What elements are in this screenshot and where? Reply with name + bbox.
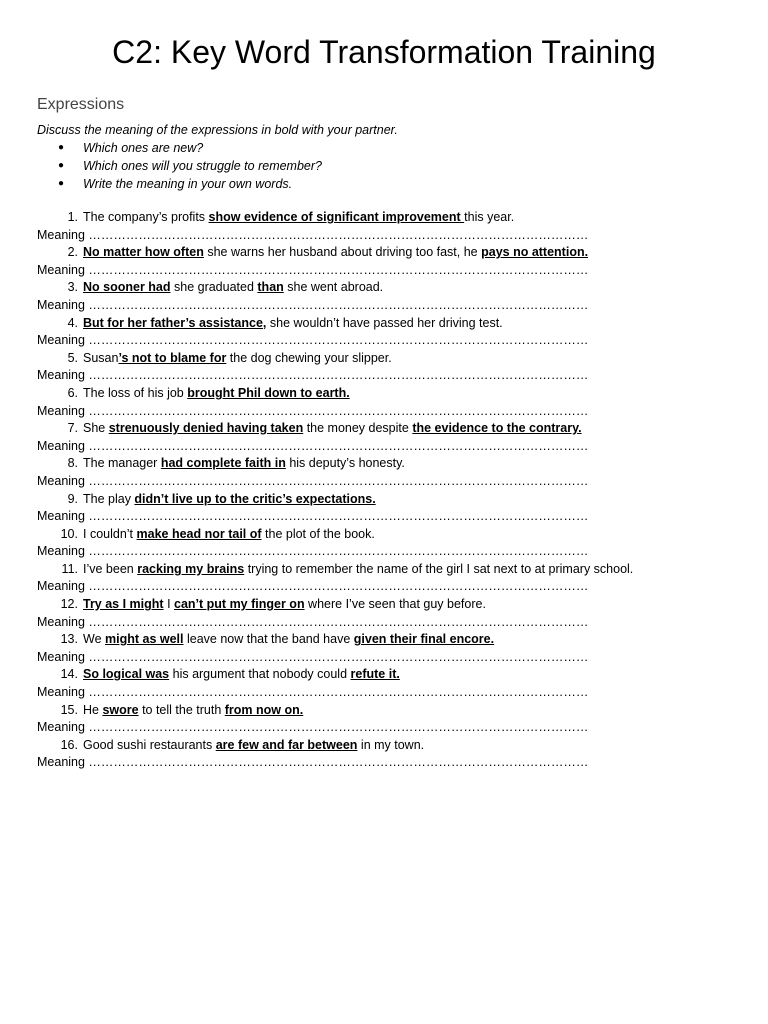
meaning-line: Meaning …………………………………………………………………………………………………………: [37, 579, 589, 594]
discussion-question: [58, 157, 322, 175]
exercise-sentence: [37, 315, 737, 333]
sentence-text: We: [83, 632, 105, 647]
item-number: 12.: [60, 597, 78, 612]
key-expression: the evidence to the contrary.: [412, 421, 582, 436]
instructions: Discuss the meaning of the expressions in bold with your partner.: [37, 123, 398, 137]
item-number: 6.: [67, 385, 78, 400]
item-number: 7.: [67, 421, 78, 436]
meaning-line: Meaning …………………………………………………………………………………………………………: [37, 227, 589, 242]
meaning-line: Meaning …………………………………………………………………………………………………………: [37, 685, 589, 700]
exercise-item: [37, 631, 737, 666]
exercise-sentence: [37, 596, 737, 614]
sentence-text: He: [83, 702, 103, 717]
item-number: 15.: [60, 702, 78, 717]
sentence-text: leave now that the band have: [183, 632, 354, 647]
sentence-text: where I’ve seen that guy before.: [304, 597, 486, 612]
sentence-text: The company’s profits: [83, 210, 209, 224]
exercise-item: [37, 737, 737, 772]
sentence-text: Susan: [83, 350, 119, 365]
key-expression: No sooner had: [83, 280, 171, 295]
exercise-item: [37, 491, 737, 526]
key-expression: brought Phil down to earth.: [187, 385, 350, 400]
sentence-text: in my town.: [357, 737, 425, 752]
sentence-text: Good sushi restaurants: [83, 737, 216, 752]
bullet-icon: ●: [58, 178, 65, 189]
exercise-item: [37, 315, 737, 350]
key-expression: strenuously denied having taken: [108, 421, 304, 436]
sentence-text: trying to remember the name of the girl I sat next to at primary school.: [244, 561, 634, 576]
discussion-question: [58, 175, 322, 193]
meaning-line: Meaning …………………………………………………………………………………………………………: [37, 720, 589, 735]
sentence-text: she wouldn’t have passed her driving test.: [266, 315, 503, 330]
sentence-text: The play: [83, 491, 135, 506]
sentence-text: she graduated: [170, 280, 258, 295]
exercise-sentence: [37, 526, 737, 544]
meaning-line: Meaning …………………………………………………………………………………………………………: [37, 649, 589, 664]
key-expression: show evidence of significant improvement: [208, 210, 465, 224]
exercise-sentence: [37, 491, 737, 509]
meaning-line: Meaning …………………………………………………………………………………………………………: [37, 262, 589, 277]
sentence-text: the money despite: [303, 421, 413, 436]
exercise-item: [37, 244, 737, 279]
exercise-sentence: [37, 702, 737, 720]
meaning-line: Meaning …………………………………………………………………………………………………………: [37, 333, 589, 348]
exercise-sentence: [37, 666, 737, 684]
key-expression: didn’t live up to the critic’s expectations.: [134, 491, 376, 506]
exercise-item: [37, 385, 737, 420]
key-expression: from now on.: [224, 702, 304, 717]
exercise-item: [37, 279, 737, 314]
meaning-line: Meaning …………………………………………………………………………………………………………: [37, 473, 589, 488]
sentence-text: The loss of his job: [83, 385, 188, 400]
item-number: 8.: [67, 456, 78, 471]
meaning-line: Meaning …………………………………………………………………………………………………………: [37, 755, 589, 770]
exercise-sentence: [37, 561, 737, 579]
key-expression: had complete faith in: [160, 456, 286, 471]
exercise-item: [37, 420, 737, 455]
key-expression: are few and far between: [215, 737, 358, 752]
key-expression: No matter how often: [83, 245, 204, 260]
meaning-line: Meaning …………………………………………………………………………………………………………: [37, 614, 589, 629]
key-expression: can’t put my finger on: [174, 597, 305, 612]
item-number: 1.: [67, 210, 78, 224]
item-number: 2.: [67, 245, 78, 260]
exercise-sentence: [37, 420, 737, 438]
exercise-sentence: [37, 244, 737, 262]
sentence-text: she went abroad.: [283, 280, 384, 295]
item-number: 9.: [67, 491, 78, 506]
meaning-line: Meaning …………………………………………………………………………………………………………: [37, 403, 589, 418]
item-number: 13.: [60, 632, 78, 647]
item-number: 16.: [60, 737, 78, 752]
exercise-sentence: [37, 631, 737, 649]
key-expression: make head nor tail of: [136, 526, 262, 541]
question-text: Which ones are new?: [83, 141, 204, 155]
exercise-sentence: [37, 385, 737, 403]
exercise-item: [37, 561, 737, 596]
exercise-item: [37, 596, 737, 631]
key-expression: refute it.: [350, 667, 400, 682]
key-expression: than: [257, 280, 284, 295]
exercise-list: [37, 209, 737, 772]
page-title: C2: Key Word Transformation Training: [112, 34, 656, 70]
meaning-line: Meaning …………………………………………………………………………………………………………: [37, 297, 589, 312]
sentence-text: the dog chewing your slipper.: [226, 350, 392, 365]
exercise-item: [37, 209, 737, 244]
item-number: 14.: [60, 667, 78, 682]
key-expression: So logical was: [83, 667, 170, 682]
meaning-line: Meaning …………………………………………………………………………………………………………: [37, 438, 589, 453]
key-expression: ’s not to blame for: [118, 350, 227, 365]
key-expression: Try as I might: [83, 597, 164, 612]
key-expression: swore: [102, 702, 139, 717]
question-text: Write the meaning in your own words.: [83, 177, 293, 191]
exercise-sentence: [37, 350, 737, 368]
item-number: 5.: [67, 350, 78, 365]
sentence-text: The manager: [83, 456, 161, 471]
sentence-text: I’ve been: [83, 561, 138, 576]
sentence-text: the plot of the book.: [261, 526, 375, 541]
key-expression: But for her father’s assistance,: [83, 315, 267, 330]
exercise-item: [37, 526, 737, 561]
exercise-item: [37, 350, 737, 385]
question-text: Which ones will you struggle to remember?: [83, 159, 322, 173]
sentence-text: this year.: [464, 210, 515, 224]
sentence-text: She: [83, 421, 109, 436]
exercise-item: [37, 702, 737, 737]
key-expression: given their final encore.: [353, 632, 495, 647]
meaning-line: Meaning …………………………………………………………………………………………………………: [37, 544, 589, 559]
exercise-sentence: [37, 209, 737, 227]
bullet-icon: ●: [58, 160, 65, 171]
sentence-text: she warns her husband about driving too fast, he: [203, 245, 482, 260]
exercise-sentence: [37, 737, 737, 755]
sentence-text: I couldn’t: [83, 526, 137, 541]
meaning-line: Meaning …………………………………………………………………………………………………………: [37, 509, 589, 524]
exercise-sentence: [37, 455, 737, 473]
key-expression: pays no attention.: [481, 245, 589, 260]
section-heading: Expressions: [37, 96, 125, 113]
exercise-sentence: [37, 279, 737, 297]
sentence-text: his deputy’s honesty.: [285, 456, 405, 471]
item-number: 3.: [67, 280, 78, 295]
key-expression: racking my brains: [137, 561, 245, 576]
key-expression: might as well: [105, 632, 184, 647]
meaning-line: Meaning …………………………………………………………………………………………………………: [37, 368, 589, 383]
exercise-item: [37, 666, 737, 701]
item-number: 4.: [67, 315, 78, 330]
item-number: 11.: [61, 561, 78, 576]
sentence-text: I: [163, 597, 175, 612]
sentence-text: his argument that nobody could: [169, 667, 351, 682]
sentence-text: to tell the truth: [138, 702, 225, 717]
discussion-question: [58, 139, 322, 157]
exercise-item: [37, 455, 737, 490]
discussion-questions: [58, 139, 322, 193]
bullet-icon: ●: [58, 142, 65, 153]
item-number: 10.: [60, 526, 78, 541]
